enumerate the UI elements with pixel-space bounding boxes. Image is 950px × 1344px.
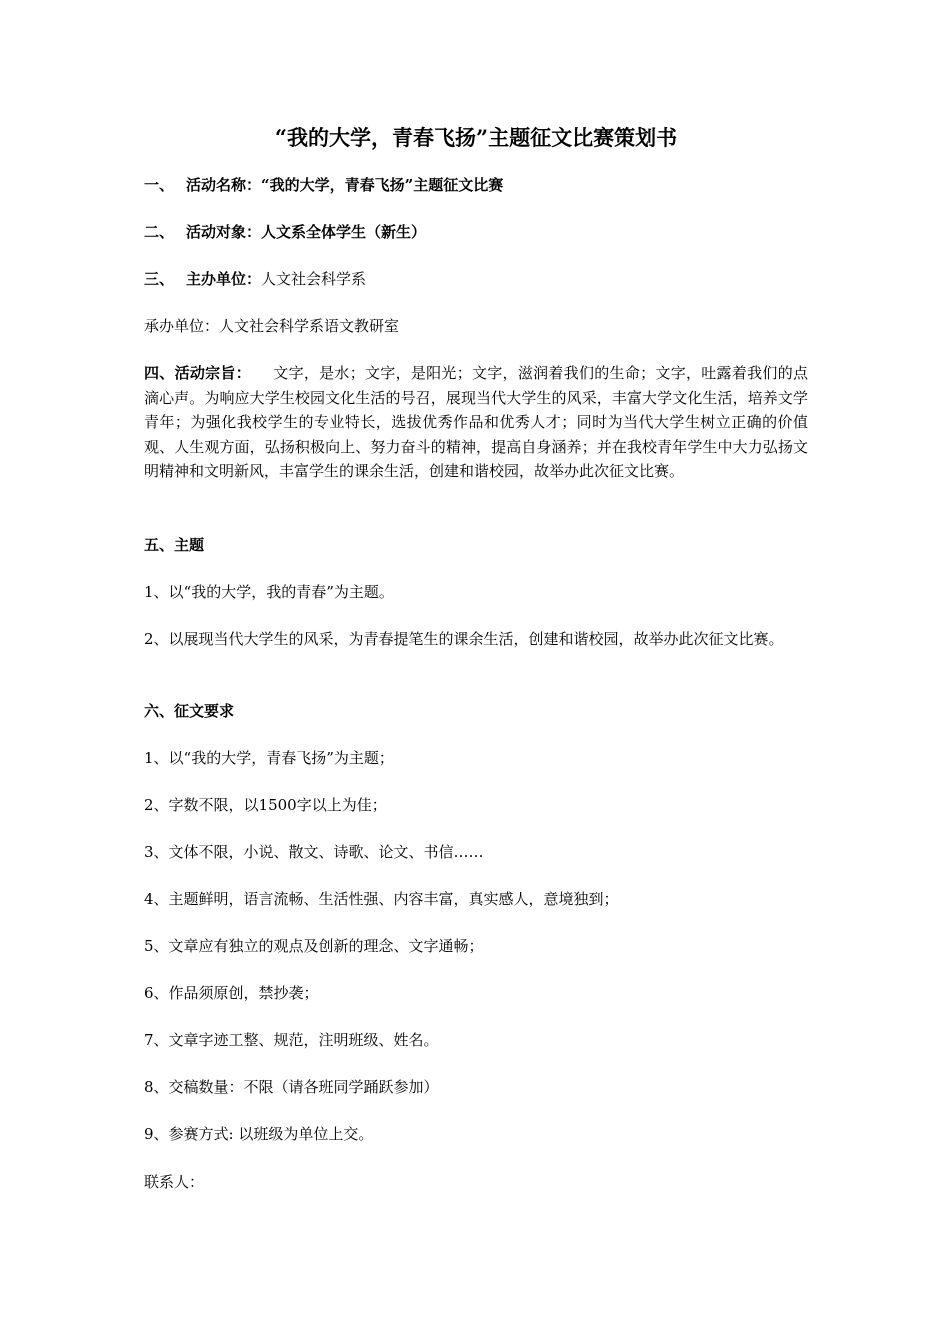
section-number: 二、 — [144, 223, 175, 241]
requirement-item: 1、以“我的大学，青春飞扬”为主题； — [144, 749, 394, 767]
section-label: 活动名称： — [186, 176, 262, 194]
section-label: 活动对象： — [186, 223, 262, 241]
requirement-item: 9、参赛方式: 以班级为单位上交。 — [144, 1125, 374, 1143]
document-title: “我的大学，青春飞扬”主题征文比赛策划书 — [274, 125, 678, 150]
section-activity-target — [144, 220, 808, 244]
requirement-item: 2、字数不限，以1500字以上为佳； — [144, 796, 387, 814]
section-theme-heading: 五、主题 — [144, 536, 205, 554]
organizer-value: 人文社会科学系 — [261, 270, 367, 288]
requirement-item: 4、主题鲜明，语言流畅、生活性强、内容丰富，真实感人，意境独到； — [144, 890, 619, 908]
theme-item: 2、以展现当代大学生的风采，为青春提笔生的课余生活，创建和谐校园，故举办此次征文比赛。 — [144, 630, 784, 648]
requirement-item: 5、文章应有独立的观点及创新的理念、文字通畅； — [144, 937, 484, 955]
co-organizer-line: 承办单位：人文社会科学系语文教研室 — [144, 317, 400, 335]
section-organizer — [144, 267, 808, 291]
section-label: 四、活动宗旨： — [144, 364, 251, 382]
section-number: 一、 — [144, 176, 175, 194]
section-number: 三、 — [144, 270, 175, 288]
activity-name-value: “我的大学，青春飞扬”主题征文比赛 — [261, 176, 504, 194]
section-requirements-heading: 六、征文要求 — [144, 702, 235, 720]
activity-target-value: 人文系全体学生（新生） — [261, 223, 427, 241]
requirement-item: 6、作品须原创，禁抄袭； — [144, 984, 319, 1002]
section-purpose — [144, 361, 808, 484]
requirement-item: 7、文章字迹工整、规范，注明班级、姓名。 — [144, 1031, 439, 1049]
requirement-item: 3、文体不限，小说、散文、诗歌、论文、书信…… — [144, 843, 484, 861]
contact-line: 联系人： — [144, 1173, 205, 1191]
section-activity-name — [144, 173, 808, 197]
requirement-item: 8、交稿数量：不限（请各班同学踊跃参加） — [144, 1078, 439, 1096]
theme-item: 1、以“我的大学，我的青春”为主题。 — [144, 583, 394, 601]
purpose-text: 文字，是水；文字，是阳光；文字，滋润着我们的生命；文字，吐露着我们的点滴心声。为响应大学生校园文化生活的号召，展现当代大学生的风采，丰富大学文化生活，培养文学青年；为强化我校学生的专业特长，选拔优秀作品和优秀人才；同时为当代大学生树立正确的价值观、人生观方面，弘扬积极向上、努力奋斗的精神，提高自身涵养；并在我校青年学生中大力弘扬文明精神和文明新风，丰富学生的课余生活，创建和谐校园，故举办此次征文比赛。 — [144, 364, 808, 480]
section-label: 主办单位： — [186, 270, 262, 288]
